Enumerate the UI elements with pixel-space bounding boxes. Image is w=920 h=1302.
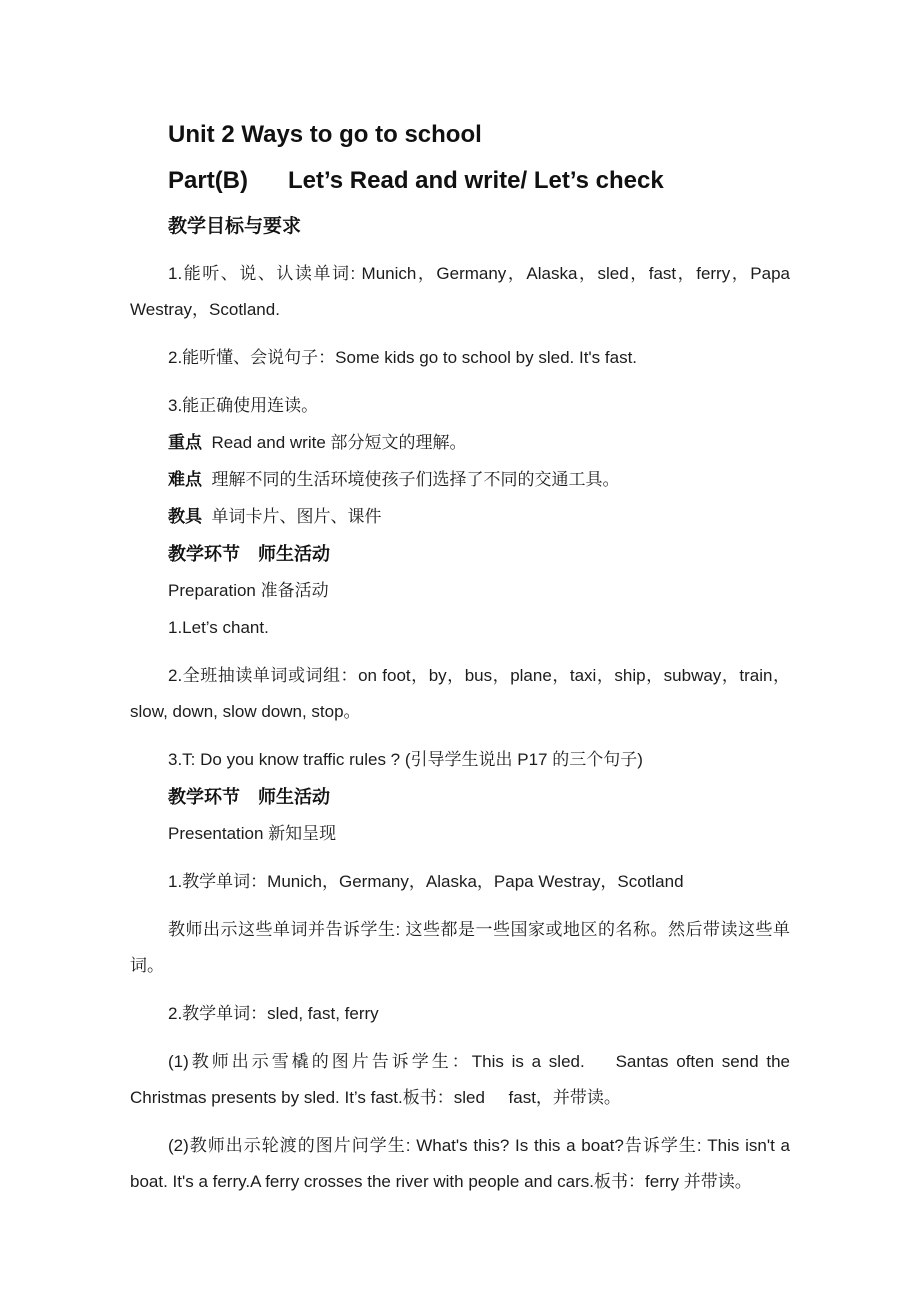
stage-heading-presentation: 教学环节 师生活动 <box>168 787 330 807</box>
teaching-aids-row <box>130 499 790 535</box>
part-title: Part(B) Let’s Read and write/ Let’s check <box>168 167 664 194</box>
difficult-point-label: 难点 <box>168 470 202 489</box>
stage-heading-preparation: 教学环节 师生活动 <box>168 544 330 564</box>
teaching-aids-label: 教具 <box>168 507 202 526</box>
presentation-step-5: (2)教师出示轮渡的图片问学生: What's this? Is this a boat?告诉学生: This isn't a boat. It's a ferry.A ferry crosses the river with people and cars.板书：ferry 并带读。 <box>130 1136 790 1191</box>
key-point-label: 重点 <box>168 433 202 452</box>
objective-item-3: 3.能正确使用连读。 <box>168 396 319 415</box>
presentation-step-1: 1.教学单词：Munich，Germany，Alaska，Papa Westray，Scotland <box>168 872 684 891</box>
preparation-step-1: 1.Let’s chant. <box>168 618 269 637</box>
key-point-row <box>130 425 790 461</box>
presentation-step-4: (1)教师出示雪橇的图片告诉学生：This is a sled. Santas often send the Christmas presents by sled. It’s fast.板书：sled fast，并带读。 <box>130 1052 790 1107</box>
objectives-heading: 教学目标与要求 <box>168 216 302 237</box>
objective-item-2: 2.能听懂、会说句子：Some kids go to school by sled. It's fast. <box>168 348 638 367</box>
stage-name-presentation: Presentation 新知呈现 <box>168 824 337 843</box>
preparation-step-3: 3.T: Do you know traffic rules ? (引导学生说出 P17 的三个句子) <box>168 750 643 769</box>
key-point-text: Read and write 部分短文的理解。 <box>202 433 467 452</box>
presentation-step-2: 教师出示这些单词并告诉学生: 这些都是一些国家或地区的名称。然后带读这些单词。 <box>130 920 790 975</box>
stage-name-preparation: Preparation 准备活动 <box>168 581 329 600</box>
presentation-step-3: 2.教学单词：sled, fast, ferry <box>168 1004 379 1023</box>
difficult-point-row <box>130 462 790 498</box>
preparation-step-2: 2.全班抽读单词或词组：on foot，by，bus，plane，taxi，ship，subway，train，slow, down, slow down, stop。 <box>130 666 790 721</box>
teaching-aids-text: 单词卡片、图片、课件 <box>202 507 382 526</box>
difficult-point-text: 理解不同的生活环境使孩子们选择了不同的交通工具。 <box>202 470 620 489</box>
objective-item-1: 1.能听、说、认读单词: Munich，Germany，Alaska，sled，fast，ferry，Papa Westray，Scotland. <box>130 264 790 319</box>
unit-title: Unit 2 Ways to go to school <box>168 121 482 148</box>
